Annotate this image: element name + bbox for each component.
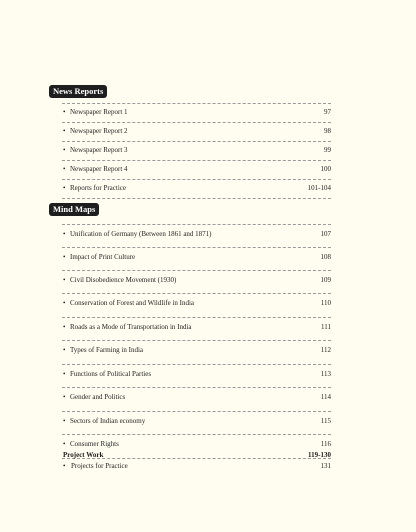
toc-title: Civil Disobedience Movement (1930) [70, 276, 177, 284]
bullet: • [63, 276, 66, 284]
toc-title: Gender and Politics [70, 393, 126, 401]
bullet: • [63, 370, 66, 378]
toc-row[interactable] [62, 122, 331, 141]
toc-title: Sectors of Indian economy [70, 417, 146, 425]
bullet: • [63, 184, 66, 192]
toc-page-number: 131 [320, 462, 331, 470]
mind-maps-heading: Mind Maps [49, 203, 99, 216]
bullet: • [63, 165, 66, 173]
toc-title: Conservation of Forest and Wildlife in India [70, 299, 195, 307]
bullet: • [63, 253, 66, 261]
bullet: • [63, 146, 66, 154]
toc-row[interactable] [62, 141, 331, 160]
bullet: • [63, 346, 66, 354]
project-work-entry[interactable] [63, 451, 331, 460]
toc-row[interactable] [62, 247, 331, 270]
toc-title: Newspaper Report 3 [70, 146, 128, 154]
bullet: • [63, 230, 66, 238]
toc-title: Impact of Print Culture [70, 253, 136, 261]
toc-title: Projects for Practice [71, 462, 128, 470]
toc-row[interactable] [62, 270, 331, 293]
bullet: • [63, 323, 66, 331]
project-work-heading: Project Work [63, 451, 104, 459]
toc-page-number: 115 [320, 417, 331, 425]
toc-page-number: 101-104 [307, 184, 331, 192]
toc-title: Unification of Germany (Between 1861 and 1871) [70, 230, 212, 238]
news-reports-heading: News Reports [49, 85, 107, 98]
toc-row[interactable] [62, 160, 331, 179]
bullet: • [63, 417, 66, 425]
toc-page-number: 109 [320, 276, 331, 284]
bullet: • [63, 462, 66, 470]
toc-page-number: 98 [324, 127, 331, 135]
toc-row[interactable] [62, 364, 331, 387]
toc-title: Newspaper Report 4 [70, 165, 128, 173]
toc-title: Roads as a Mode of Transportation in India [70, 323, 192, 331]
bullet: • [63, 108, 66, 116]
toc-title: Functions of Political Parties [70, 370, 152, 378]
toc-page-number: 116 [320, 440, 331, 448]
toc-page-number: 97 [324, 108, 331, 116]
toc-row[interactable] [62, 224, 331, 247]
bullet: • [63, 299, 66, 307]
toc-title: Types of Farming in India [70, 346, 143, 354]
toc-row[interactable] [62, 387, 331, 411]
toc-page-number: 108 [320, 253, 331, 261]
bullet: • [63, 440, 66, 448]
toc-page-number: 114 [320, 393, 331, 401]
toc-title: Newspaper Report 1 [70, 108, 128, 116]
toc-row[interactable] [62, 411, 331, 434]
toc-row[interactable] [62, 293, 331, 317]
toc-row[interactable] [62, 340, 331, 364]
toc-page-number: 111 [321, 323, 331, 331]
divider [62, 198, 331, 199]
toc-page-number: 107 [320, 230, 331, 238]
news-reports-list [62, 103, 331, 199]
bullet: • [63, 127, 66, 135]
toc-row[interactable] [62, 317, 331, 340]
toc-title: Reports for Practice [70, 184, 126, 192]
toc-row[interactable] [62, 179, 331, 198]
toc-row[interactable] [62, 103, 331, 122]
toc-title: Consumer Rights [70, 440, 119, 448]
toc-page-number: 100 [320, 165, 331, 173]
toc-title: Newspaper Report 2 [70, 127, 128, 135]
mind-maps-list [62, 224, 331, 459]
toc-page-number: 110 [320, 299, 331, 307]
toc-page-number: 99 [324, 146, 331, 154]
bullet: • [63, 393, 66, 401]
toc-page-number: 113 [320, 370, 331, 378]
project-work-page: 119-130 [308, 451, 331, 459]
toc-page-number: 112 [320, 346, 331, 354]
